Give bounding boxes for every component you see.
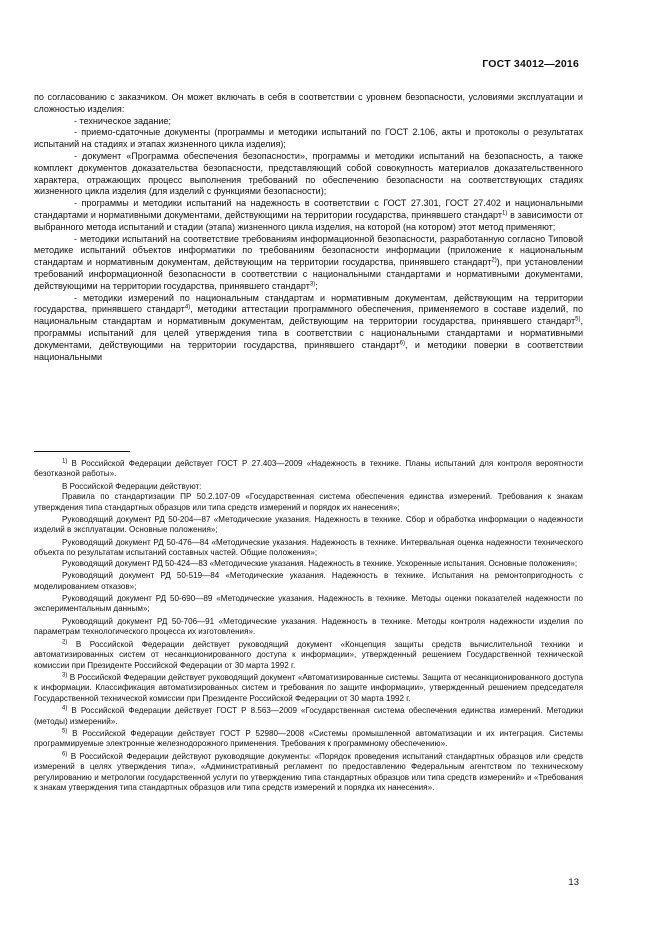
footnote-mark: 3) [62,672,68,679]
footnote-subitem: Руководящий документ РД 50-690—89 «Методические указания. Надежность в технике. Методы оценки показателей надежности по экспериментальным данным»; [34,594,583,614]
footnote-subitem: Руководящий документ РД 50-706—91 «Методические указания. Надежность в технике. Методы контроля надежности изделия по параметрам технологического процесса их изготовления». [34,616,583,637]
footnote-subitem: В Российской Федерации действуют: [62,481,202,491]
footnote-subitem: Руководящий документ РД 50-424—83 «Методические указания. Надежность в технике. Ускоренные испытания. Основные положения»; [62,558,578,568]
text-run: - методики измерений по национальным стандартам и нормативным документам, действующим на территории государства, принявшего стандарт [34,292,583,315]
document-header: ГОСТ 34012—2016 [482,58,579,70]
footnotes [34,459,583,796]
paragraph: по согласованию с заказчиком. Он может включать в себя в соответствии с уровнем безопасности, условиями эксплуатации и сложностью изделия: [34,92,583,114]
footnote [34,752,583,793]
footnote [34,673,583,704]
text-run: ; [315,280,318,291]
text-run: в зависимости от выбранного метода испытаний и стадии (этапа) жизненного цикла изделия, на которой (на котором) этот метод применяют; [34,209,584,232]
footnote [34,459,583,480]
footnote-divider [34,451,130,452]
footnote [34,729,583,750]
footnote-subitem: Руководящий документ РД 50-476—84 «Методические указания. Надежность в технике. Интервальная оценка надежности технического объекта по результатам испытаний составных частей. Общие положения»; [34,537,583,558]
footnote-text: В Российской Федерации действует руководящий документ «Концепция защиты средств вычислительной техники и автоматизированных систем от несанкционированного доступа к информации», утвержденный решением Государственной технической комиссии при Президенте Российской Федерации от 30 марта 1992 г. [34,639,583,670]
footnote-subitem: Руководящий документ РД 50-519—84 «Методические указания. Надежность в технике. Испытания на ремонтопригодность с моделированием отказов»; [34,571,583,591]
footnote-mark: 5) [62,728,68,735]
list-item [34,293,583,364]
list-item [34,198,583,233]
page-number: 13 [568,877,579,888]
footnote-text: В Российской Федерации действует ГОСТ Р 8.563—2009 «Государственная система обеспечения единства измерений. Методики (методы) измерений». [34,706,583,726]
footnote-ref: 3) [309,281,316,288]
footnote-text: В Российской Федерации действует ГОСТ Р 52980—2008 «Системы промышленной автоматизации и их интеграция. Системы программируемые электронные железнодорожного применения. Требования к программному обеспечению». [34,729,583,749]
footnote-ref: 6) [399,340,405,347]
footnote-ref: 2) [491,257,497,264]
list-item: - документ «Программа обеспечения безопасности», программы и методики испытаний на безопасность, а также комплект документов доказательства безопасности, представляющий собой совокупность материалов доказательственного характера, отражающих процесс выполнения требований по обеспечению безопасности на соответствующих стадиях жизненного цикла изделия (для изделий с функциями безопасности); [34,150,583,197]
text-run: , методики аттестации программного обеспечения, применяемого в составе изделий, по национальным стандартам и нормативным документам, действующим на территории государства, принявшего стандарт [34,304,583,327]
list-item: - техническое задание; [74,115,171,126]
footnote-text: В Российской Федерации действуют руководящие документы: «Порядок проведения испытаний стандартных образцов или средств измерений в целях утверждения типа», «Административный регламент по предоставлению Федеральным агентством по техническому регулированию и метрологии государственной услуги по утверждению типа стандартных образцов или типа средств измерений» и «Требования к знакам утверждения типа стандартных образцов или типа средств измерений и порядка их нанесения». [34,752,583,793]
footnote [34,706,583,727]
footnote-ref: 4) [184,304,191,311]
footnote-mark: 1) [62,458,68,465]
footnote-ref: 5) [575,316,581,323]
footnote-mark: 2) [62,639,68,646]
footnote-mark: 4) [62,705,68,712]
text-run: , и методики поверки в соответствии национальными [34,339,584,362]
footnote [34,640,583,671]
footnote-ref: 1) [502,210,508,217]
footnote-subitem: Руководящий документ РД 50-204—87 «Методические указания. Надежность в технике. Сбор и обработка информации о надежности изделий в эксплуатации. Основные положения»; [34,515,583,535]
footnote-mark: 6) [62,751,68,758]
list-item: - приемо-сдаточные документы (программы и методики испытаний по ГОСТ 2.106, акты и протоколы о результатах испытаний на стадиях и этапах жизненного цикла изделия); [34,127,583,150]
text-run: - методики испытаний на соответствие требованиям информационной безопасности, разработанную согласно Типовой методике испытаний объектов информатики по требованиям безопасности информации (приложение к национальным стандартам и нормативным документам, действующим на территории государства, принявшего стандарт [34,233,583,268]
text-run: - программы и методики испытаний на надежность в соответствии с ГОСТ 27.301, ГОСТ 27.402 и национальными стандартами и нормативными документами, действующими на территории государства, принявшего стандарт [34,198,583,220]
text-run: ), при установлении требований информационной безопасности в соответствии с национальными стандартами и нормативными документами, действующими на территории государства, принявшего стандарт [34,257,583,291]
main-text [34,92,583,363]
footnote-subitem: Правила по стандартизации ПР 50.2.107-09 «Государственная система обеспечения единства измерений. Требования к знакам утверждения типа стандартных образцов или типа средств измерений и порядок их нанесения»; [34,492,583,512]
list-item [34,234,583,293]
footnote-text: В Российской Федерации действует руководящий документ «Автоматизированные системы. Защита от несанкционированного доступа к информации. Классификация автоматизированных систем и требования по защите информации», утвержденный решением председателя Государственной технической комиссии при Президенте Российской Федерации от 30 марта 1992 г. [34,673,583,703]
text-run: , программы испытаний для целей утверждения типа в соответствии с национальными стандартами и нормативными документами, действующими на территории государства, принявшего стандарт [34,316,583,350]
footnote-text: В Российской Федерации действует ГОСТ Р 27.403—2009 «Надежность в технике. Планы испытаний для контроля вероятности безотказной работы». [34,459,583,479]
